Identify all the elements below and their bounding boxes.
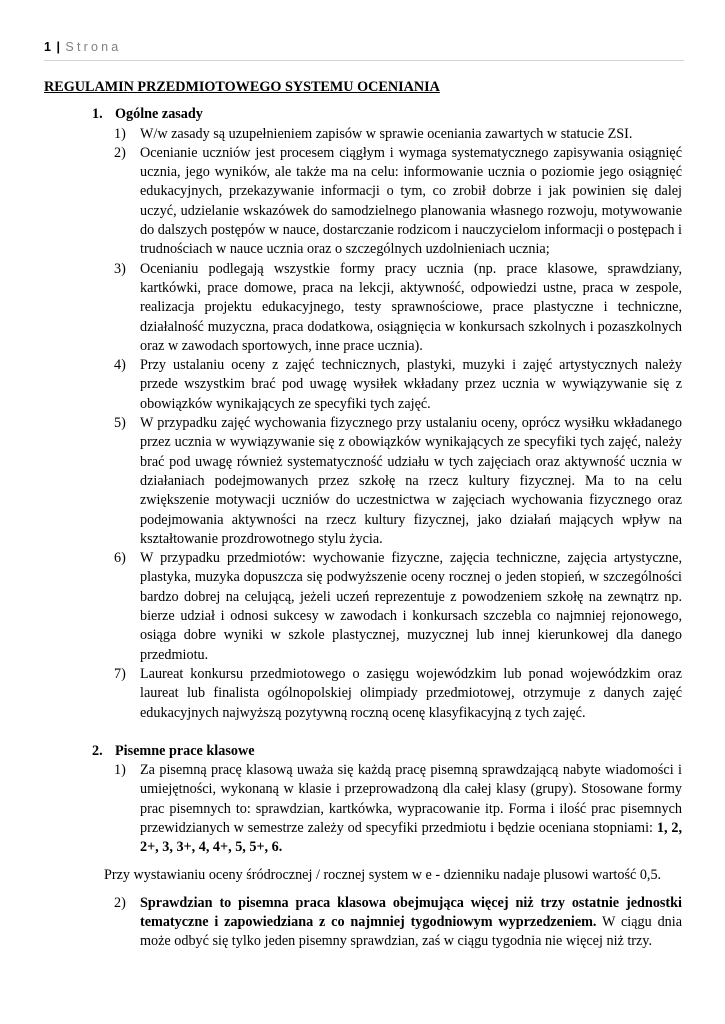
written-tests-list	[44, 761, 682, 857]
item-text: Laureat konkursu przedmiotowego o zasięgu wojewódzkim lub ponad wojewódzkim oraz laureat lub finalista ogólnopolskiej olimpiady przedmiotowej, otrzymuje z danych zajęć edukacyjnych najwyższą pozytywną roczną ocenę klasyfikacyjną z tych zajęć.	[140, 665, 682, 721]
header-separator: |	[56, 40, 60, 54]
item-bold-text: Sprawdzian to pisemna praca klasowa obejmująca więcej niż trzy ostatnie jednostki tematyczne i zapowiedziana z co najmniej tygodniowym wyprzedzeniem.	[140, 894, 682, 931]
item-text: W przypadku przedmiotów: wychowanie fizyczne, zajęcia techniczne, zajęcia artystyczne, plastyka, muzyka dopuszcza się podwyższenie oceny rocznej o jeden stopień, w szczególności bardzo dobrej na celującą, jeżeli uczeń reprezentuje z powodzeniem szkołę na zewnątrz np. bierze udział i odnosi sukcesy w zawodach i konkursach szczebla co najmniej rejonowego, osiąga dobre wyniki w szkole plastycznej, muzycznej lub innej kierunkowej dla danego przedmiotu.	[140, 550, 682, 663]
page-header	[44, 40, 684, 61]
grading-note: Przy wystawianiu oceny śródrocznej / rocznej system w e - dzienniku nadaje plusowi wartość 0,5.	[104, 866, 662, 883]
list-item	[44, 356, 682, 414]
section-number: 2.	[92, 742, 103, 759]
section-number: 1.	[92, 106, 103, 123]
item-text: W ciągu dnia może odbyć się tylko jeden pisemny sprawdzian, zaś w ciągu tygodnia nie więcej niż trzy.	[140, 914, 682, 950]
written-tests-list-continued	[44, 894, 682, 952]
document-title: REGULAMIN PRZEDMIOTOWEGO SYSTEMU OCENIANIA	[44, 79, 440, 95]
list-item	[44, 144, 682, 260]
section-heading-general-rules	[44, 105, 682, 124]
section-title: Ogólne zasady	[115, 106, 203, 123]
item-number: 5)	[114, 415, 126, 432]
item-text: Przy ustalaniu oceny z zajęć technicznych, plastyki, muzyki i zajęć artystycznych należy przede wszystkim brać pod uwagę wysiłek wkładany przez ucznia w wywiązywanie się z obowiązków wynikających ze specyfiki tych zajęć.	[140, 357, 682, 412]
list-item	[44, 414, 682, 549]
list-item	[44, 894, 682, 952]
section-heading-written-tests	[44, 742, 682, 761]
item-text: Ocenianiu podlegają wszystkie formy pracy ucznia (np. prace klasowe, sprawdziany, kartkówki, prace domowe, praca na lekcji, aktywność, odpowiedzi ustne, praca w zespole, realizacja projektu edukacyjnego, testy sprawnościowe, prace plastyczne i techniczne, działalność muzyczna, praca dodatkowa, osiągnięcia w konkursach szkolnych i pozaszkolnych oraz w zawodach sportowych, inne prace ucznia).	[140, 260, 682, 354]
item-number: 1)	[114, 762, 126, 779]
list-item	[44, 260, 682, 356]
item-text: W/w zasady są uzupełnieniem zapisów w sprawie oceniania zawartych w statucie ZSI.	[140, 125, 633, 142]
item-text: W przypadku zajęć wychowania fizycznego przy ustalaniu oceny, oprócz wysiłku wkładanego przez ucznia w wywiązywanie się z obowiązków wynikających ze specyfiki tych zajęć, należy brać pod uwagę również systematyczność udziału w tych zajęciach oraz aktywność ucznia w działaniach podejmowanych przez szkołę na rzecz kultury fizycznej. Ma to na celu zwiększenie motywacji uczniów do uczestnictwa w zajęciach wychowania fizycznego oraz podejmowania aktywności na rzecz kultury fizycznej, jako działań mających wpływ na kształtowanie prozdrowotnego stylu życia.	[140, 415, 682, 547]
page-number: 1	[44, 40, 51, 54]
page-label: Strona	[65, 40, 122, 54]
item-number: 4)	[114, 357, 126, 374]
item-number: 6)	[114, 550, 126, 567]
general-rules-list	[44, 125, 682, 723]
item-number: 2)	[114, 894, 126, 911]
section-title: Pisemne prace klasowe	[115, 742, 255, 759]
item-number: 2)	[114, 144, 126, 161]
list-item	[44, 125, 682, 144]
item-number: 1)	[114, 125, 126, 142]
list-item	[44, 665, 682, 723]
list-item	[44, 549, 682, 665]
grade-scale: 1, 2, 2+, 3, 3+, 4, 4+, 5, 5+, 6.	[140, 819, 683, 856]
item-number: 7)	[114, 665, 126, 682]
document-body	[44, 78, 682, 952]
item-number: 3)	[114, 260, 126, 277]
item-text: Ocenianie uczniów jest procesem ciągłym i wymaga systematycznego zapisywania osiągnięć ucznia, jego wyników, ale także ma na celu: informowanie ucznia o poziomie jego osiągnięć edukacyjnych, przekazywanie informacji o tym, co zrobił dobrze i jak powinien się dalej uczyć, udzielanie wskazówek do samodzielnego planowania własnego rozwoju, motywowanie do dalszych postępów w nauce, dostarczanie rodzicom i nauczycielom informacji o postępach i trudnościach w nauce ucznia oraz o szczególnych uzdolnieniach ucznia;	[140, 144, 682, 258]
item-text: Za pisemną pracę klasową uważa się każdą pracę pisemną sprawdzającą nabyte wiadomości i umiejętności, wykonaną w klasie i przeprowadzoną dla całej klasy (grupy). Stosowane formy prac pisemnych to: sprawdzian, kartkówka, wypracowanie itp. Forma i ilość prac pisemnych przewidzianych w semestrze zależy od specyfiki przedmiotu i będzie oceniana stopniami:	[140, 762, 682, 836]
list-item	[44, 761, 682, 857]
spacer	[44, 723, 682, 742]
